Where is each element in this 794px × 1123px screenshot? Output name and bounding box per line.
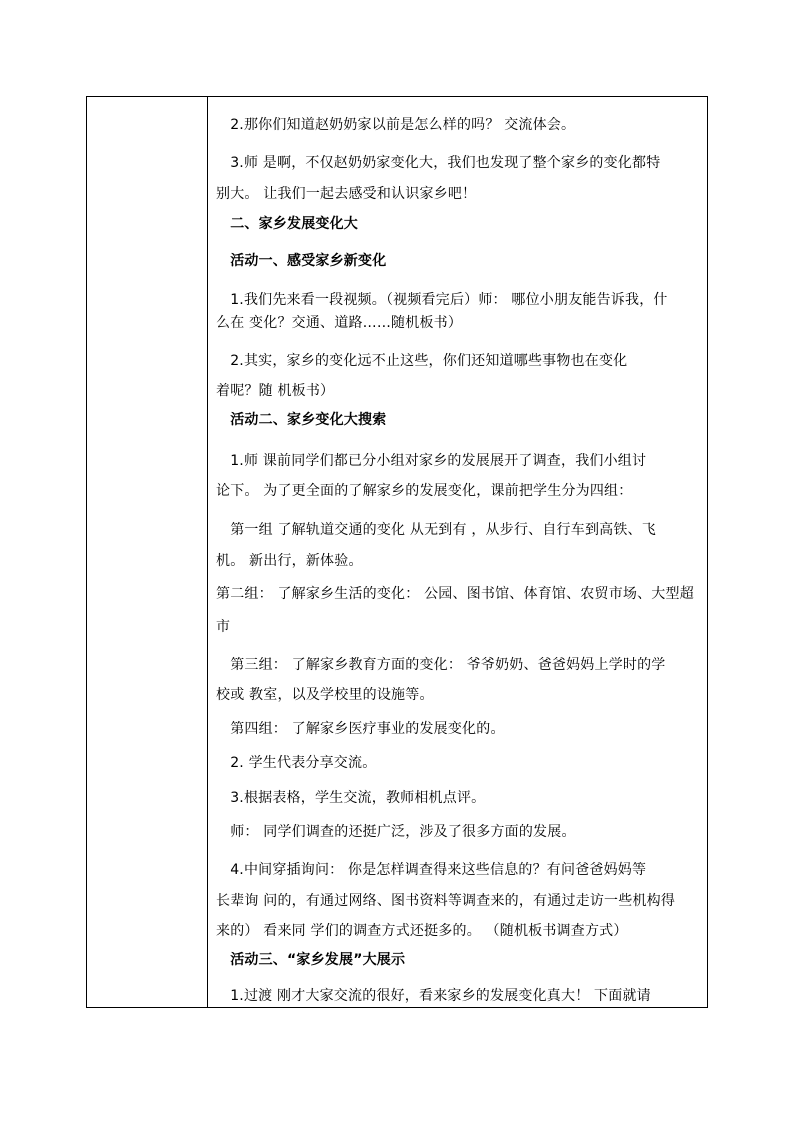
text-line-9: 着呢？随 机板书） [216, 383, 335, 399]
text-line-16: 市 [216, 619, 231, 635]
text-line-8: 2.其实，家乡的变化远不止这些，你们还知道哪些事物也在变化 [216, 353, 628, 369]
activity-three-heading: 活动三、“家乡发展”大展示 [216, 952, 406, 968]
text-line-14: 机。 新出行，新体验。 [216, 553, 363, 569]
text-line-13: 第一组 了解轨道交通的变化 从无到有 ，从步行、自行车到高铁、飞 [216, 522, 656, 538]
text-line-22: 师： 同学们调查的还挺广泛，涉及了很多方面的发展。 [216, 824, 576, 840]
text-line-3: 别大。 让我们一起去感受和认识家乡吧！ [216, 186, 477, 202]
text-line-7: 么在 变化？交通、道路……随机板书） [216, 315, 463, 331]
text-line-27: 1.过渡 刚才大家交流的很好，看来家乡的发展变化真大！ 下面就请 [216, 988, 651, 1004]
table-left-column [87, 97, 207, 1007]
text-line-24: 长辈询 问的，有通过网络、图书资料等调查来的，有通过走访一些机构得 [216, 893, 676, 909]
section-heading: 二、家乡发展变化大 [216, 216, 358, 232]
text-line-18: 校或 教室，以及学校里的设施等。 [216, 687, 434, 703]
text-line-20: 2. 学生代表分享交流。 [216, 755, 377, 771]
activity-two-heading: 活动二、家乡变化大搜索 [216, 412, 387, 428]
text-line-12: 论下。 为了更全面的了解家乡的发展变化，课前把学生分为四组： [216, 483, 633, 499]
text-line-15: 第二组： 了解家乡生活的变化： 公园、图书馆、体育馆、农贸市场、大型超 [216, 586, 694, 602]
text-line-17: 第三组： 了解家乡教育方面的变化： 爷爷奶奶、爸爸妈妈上学时的学 [216, 657, 666, 673]
table-column-divider [207, 97, 208, 1007]
text-line-25: 来的） 看来同 学们的调查方式还挺多的。 （随机板书调查方式） [216, 923, 628, 939]
activity-one-heading: 活动一、感受家乡新变化 [216, 253, 387, 269]
text-line-11: 1.师 课前同学们都已分小组对家乡的发展展开了调查，我们小组讨 [216, 453, 647, 469]
text-line-6: 1.我们先来看一段视频。（视频看完后）师： 哪位小朋友能告诉我，什 [216, 292, 668, 308]
text-line-23: 4.中间穿插询问： 你是怎样调查得来这些信息的？有问爸爸妈妈等 [216, 862, 647, 878]
text-line-19: 第四组： 了解家乡医疗事业的发展变化的。 [216, 721, 505, 737]
text-line-2: 3.师 是啊，不仅赵奶奶家变化大，我们也发现了整个家乡的变化都特 [216, 155, 661, 171]
text-line-21: 3.根据表格，学生交流，教师相机点评。 [216, 790, 486, 806]
text-line-1: 2.那你们知道赵奶奶家以前是怎么样的吗？ 交流体会。 [216, 117, 576, 133]
